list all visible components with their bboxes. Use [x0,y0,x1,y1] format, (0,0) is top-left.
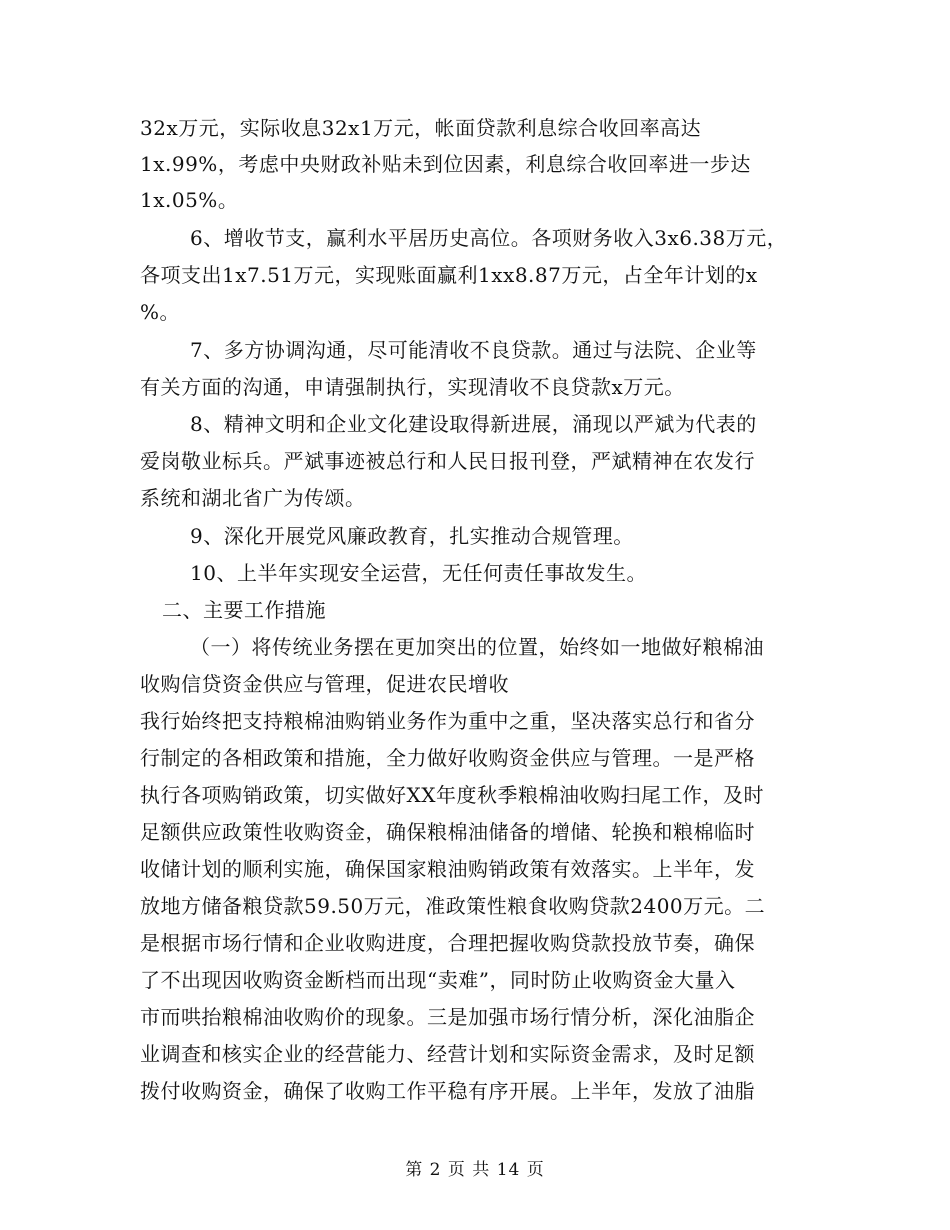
text-line: 收储计划的顺利实施，确保国家粮油购销政策有效落实。上半年，发 [140,857,755,881]
text-line: 执行各项购销政策，切实做好XX年度秋季粮棉油收购扫尾工作，及时 [140,783,764,807]
text-line: 9、深化开展党风廉政教育，扎实推动合规管理。 [190,524,634,548]
text-line: 1x.99%，考虑中央财政补贴未到位因素，利息综合收回率进一步达 [140,152,751,176]
text-line: 8、精神文明和企业文化建设取得新进展，涌现以严斌为代表的 [190,412,757,436]
text-line: 放地方储备粮贷款59.50万元，准政策性粮食收购贷款2400万元。二 [140,894,766,918]
text-line: %。 [140,300,181,324]
text-line: 了不出现因收购资金断档而出现“卖难”，同时防止收购资金大量入 [140,968,736,992]
text-line: 拨付收购资金，确保了收购工作平稳有序开展。上半年，发放了油脂 [140,1079,755,1103]
text-line: 行制定的各相政策和措施，全力做好收购资金供应与管理。一是严格 [140,746,755,770]
text-line: 足额供应政策性收购资金，确保粮棉油储备的增储、轮换和粮棉临时 [140,820,755,844]
text-line: 业调查和核实企业的经营能力、经营计划和实际资金需求，及时足额 [140,1042,755,1066]
text-line: 32x万元，实际收息32x1万元，帐面贷款利息综合收回率高达 [140,116,702,140]
text-line: 10、上半年实现安全运营，无任何责任事故发生。 [190,561,647,585]
text-line: 7、多方协调沟通，尽可能清收不良贷款。通过与法院、企业等 [190,338,757,362]
text-line: 有关方面的沟通，申请强制执行，实现清收不良贷款x万元。 [140,375,685,399]
subsection-heading: （一）将传统业务摆在更加突出的位置，始终如一地做好粮棉油 [190,635,764,659]
text-line: 市而哄抬粮棉油收购价的现象。三是加强市场行情分析，深化油脂企 [140,1005,755,1029]
text-line: 1x.05%。 [140,188,239,212]
subsection-heading: 收购信贷资金供应与管理，促进农民增收 [140,672,509,696]
text-line: 是根据市场行情和企业收购进度，合理把握收购贷款投放节奏，确保 [140,931,755,955]
text-line: 我行始终把支持粮棉油购销业务作为重中之重，坚决落实总行和省分 [140,709,755,733]
text-line: 系统和湖北省广为传颂。 [140,486,366,510]
section-heading: 二、主要工作措施 [162,598,326,622]
page-number-footer: 第 2 页 共 14 页 [405,1160,545,1180]
text-line: 爱岗敬业标兵。严斌事迹被总行和人民日报刊登，严斌精神在农发行 [140,449,755,473]
text-line: 各项支出1x7.51万元，实现账面赢利1xx8.87万元，占全年计划的x [140,263,758,287]
text-line: 6、增收节支，赢利水平居历史高位。各项财务收入3x6.38万元， [190,226,788,250]
